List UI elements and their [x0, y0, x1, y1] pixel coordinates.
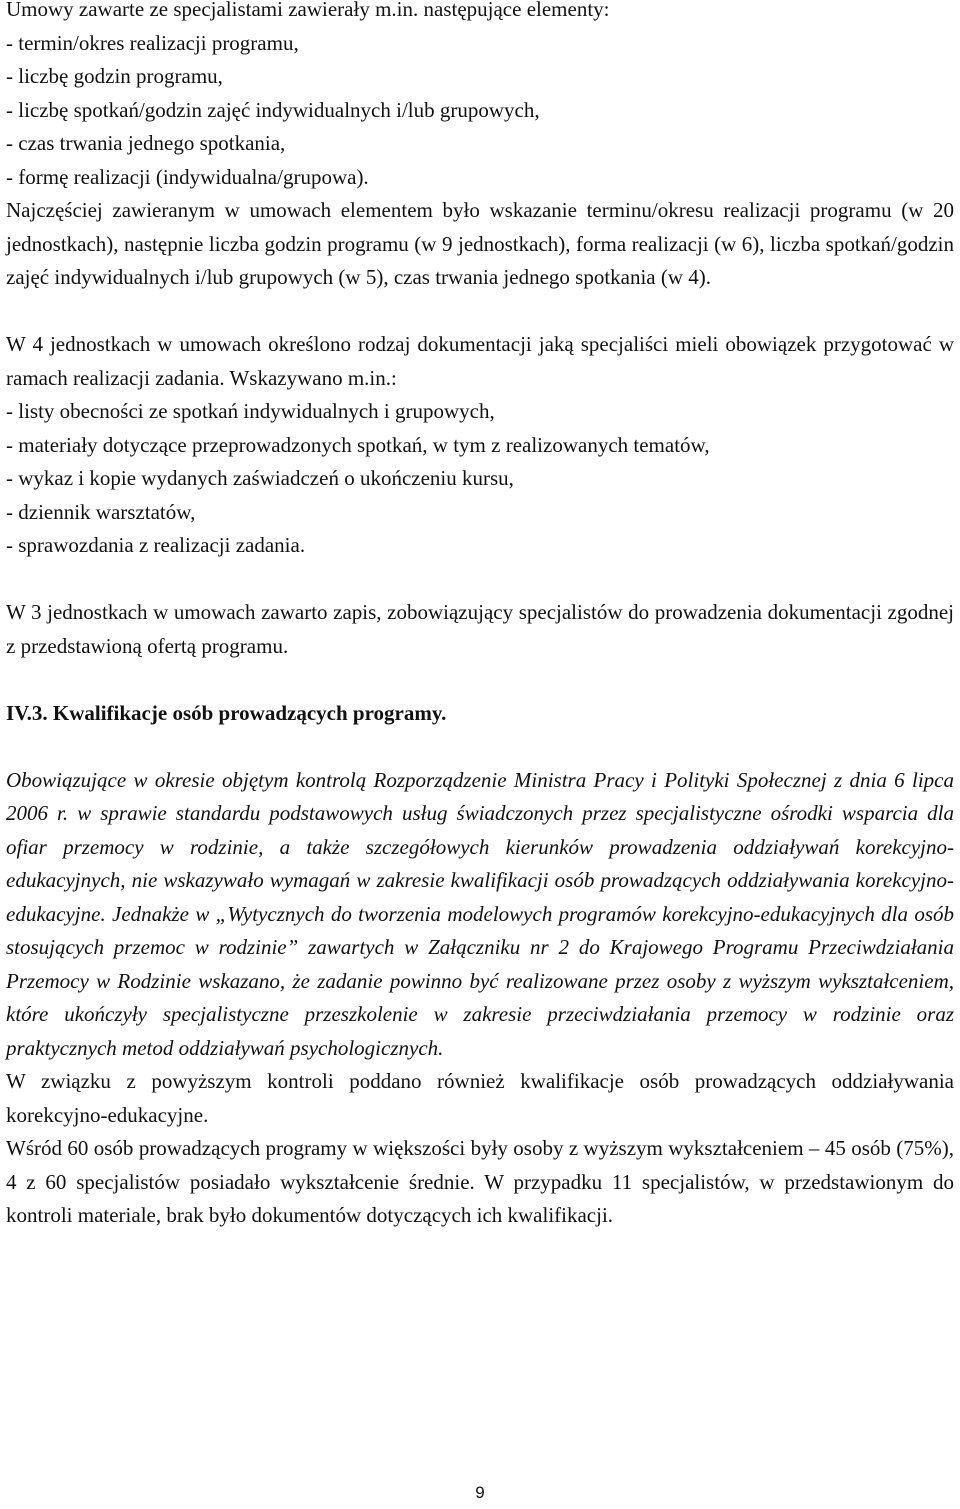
paragraph-documentation: W 4 jednostkach w umowach określono rodzaj dokumentacji jaką specjaliści mieli obowiązek przygotować w ramach realizacji zadania. Wskazywano m.in.:: [6, 332, 954, 390]
list-item: - liczbę spotkań/godzin zajęć indywidualnych i/lub grupowych,: [6, 97, 540, 122]
paragraph-gap: [6, 663, 954, 697]
paragraph-gap: [6, 730, 954, 764]
paragraph-obligation: W 3 jednostkach w umowach zawarto zapis, zobowiązujący specjalistów do prowadzenia dokumentacji zgodnej z przedstawioną ofertą programu.: [6, 600, 954, 658]
list-item: - listy obecności ze spotkań indywidualnych i grupowych,: [6, 399, 495, 423]
paragraph-statistics: Wśród 60 osób prowadzących programy w większości były osoby z wyższym wykształceniem – 45 osób (75%), 4 z 60 specjalistów posiadało wykształcenie średnie. W przypadku 11 specjalistów, w przedstawionym do kontroli materiale, brak było dokumentów dotyczących ich kwalifikacji.: [6, 1136, 954, 1227]
list-item: - liczbę godzin programu,: [6, 64, 223, 88]
page-number: 9: [475, 1483, 485, 1502]
paragraph-common-elements: Najczęściej zawieranym w umowach elementem było wskazanie terminu/okresu realizacji programu (w 20 jednostkach), następnie liczba godzin programu (w 9 jednostkach), forma realizacji (w 6), liczba spotkań/godzin zajęć indywidualnych i/lub grupowych (w 5), czas trwania jednego spotkania (w 4).: [6, 198, 954, 289]
list-item: - czas trwania jednego spotkania,: [6, 131, 286, 155]
list-item: - materiały dotyczące przeprowadzonych spotkań, w tym z realizowanych tematów,: [6, 432, 710, 457]
list-item: - formę realizacji (indywidualna/grupowa).: [6, 164, 369, 189]
paragraph-gap: [6, 295, 954, 329]
list-item: - wykaz i kopie wydanych zaświadczeń o ukończeniu kursu,: [6, 466, 514, 490]
list-item: - dziennik warsztatów,: [6, 499, 196, 524]
paragraph-regulation: Obowiązujące w okresie objętym kontrolą Rozporządzenie Ministra Pracy i Polityki Społecznej z dnia 6 lipca 2006 r. w sprawie standardu podstawowych usług świadczonych przez specjalistyczne ośrodki wsparcia dla ofiar przemocy w rodzinie, a także szczegółowych kierunków prowadzenia oddziaływań korekcyjno-edukacyjnych, nie wskazywało wymagań w zakresie kwalifikacji osób prowadzących oddziaływania korekcyjno-edukacyjne. Jednakże w „Wytycznych do tworzenia modelowych programów korekcyjno-edukacyjnych dla osób stosujących przemoc w rodzinie” zawartych w Załączniku nr 2 do Krajowego Programu Przeciwdziałania Przemocy w Rodzinie wskazano, że zadanie powinno być realizowane przez osoby z wyższym wykształceniem, które ukończyły specjalistyczne przeszkolenie w zakresie przeciwdziałania przemocy w rodzinie oraz praktycznych metod oddziaływań psychologicznych.: [6, 767, 954, 1060]
documentation-list: [6, 395, 954, 563]
intro-text: Umowy zawarte ze specjalistami zawierały m.in. następujące elementy:: [6, 0, 610, 21]
section-heading: IV.3. Kwalifikacje osób prowadzących programy.: [6, 700, 447, 725]
contract-elements-list: [6, 27, 954, 195]
list-item: - termin/okres realizacji programu,: [6, 30, 299, 55]
list-item: - sprawozdania z realizacji zadania.: [6, 533, 306, 557]
paragraph-control: W związku z powyższym kontroli poddano również kwalifikacje osób prowadzących oddziaływania korekcyjno-edukacyjne.: [6, 1069, 954, 1127]
document-page: [6, 0, 954, 1233]
paragraph-gap: [6, 563, 954, 597]
